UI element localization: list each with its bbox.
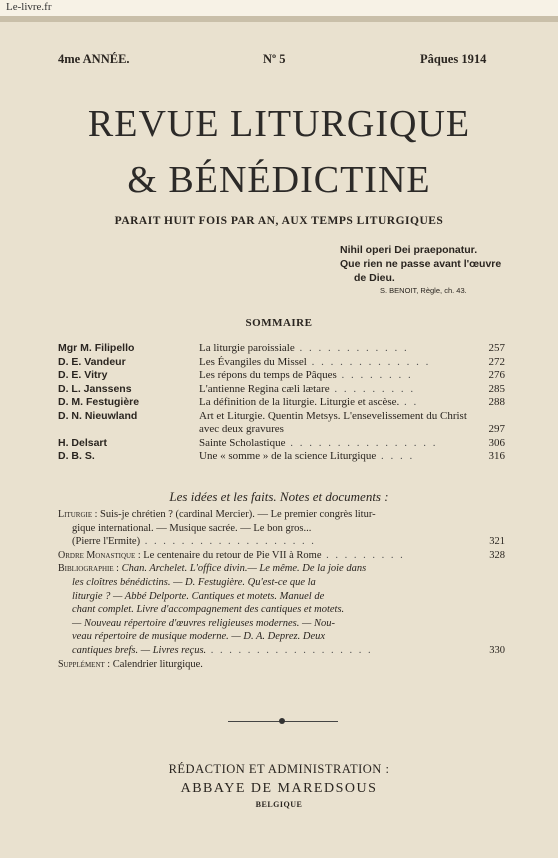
footer-country: BELGIQUE <box>255 800 303 809</box>
notes-page: 330 <box>489 644 505 656</box>
motto-line: Nihil operi Dei praeponatur. <box>340 244 478 256</box>
motto <box>340 243 510 285</box>
toc-row <box>58 437 505 451</box>
issue-date: Pâques 1914 <box>420 52 487 66</box>
toc-title: La liturgie paroissiale . . . . . . . . . . . . <box>199 342 409 354</box>
toc-title: Les répons du temps de Pâques . . . . . . . . <box>199 369 413 381</box>
toc-title: Art et Liturgie. Quentin Metsys. L'ensevelissement du Christ avec deux gravures <box>199 409 467 435</box>
toc-page: 272 <box>488 355 505 368</box>
notes-label: Ordre Monastique : <box>58 549 141 561</box>
ornament-dot <box>279 718 285 724</box>
toc-author: D. E. Vitry <box>58 369 108 381</box>
notes-section <box>58 508 505 671</box>
toc-row <box>58 369 505 383</box>
issue-year: 4me ANNÉE. <box>58 52 130 66</box>
issue-number: Nº 5 <box>263 52 286 66</box>
toc-row <box>58 396 505 410</box>
notes-label: Supplément : <box>58 658 111 670</box>
toc-page: 297 <box>488 423 505 435</box>
toc-author: D. E. Vandeur <box>58 355 126 368</box>
journal-title-line2: & BÉNÉDICTINE <box>127 159 431 201</box>
toc-page: 257 <box>488 342 505 354</box>
notes-ordre: Ordre Monastique : Le centenaire du retour de Pie VII à Rome . . . . . . . . . 328 <box>58 549 505 561</box>
toc-page: 316 <box>488 450 505 462</box>
notes-page: 328 <box>489 549 505 561</box>
toc-page: 288 <box>488 396 505 408</box>
banner-text: Le-livre.fr <box>6 1 52 13</box>
journal-title-line1: REVUE LITURGIQUE <box>87 103 471 145</box>
toc-author: D. N. Nieuwland <box>58 409 138 422</box>
toc-author: D. L. Janssens <box>58 382 132 395</box>
toc-page: 306 <box>488 436 505 449</box>
notes-supplement: Supplément : Calendrier liturgique. <box>58 658 203 670</box>
banner-divider <box>0 16 558 22</box>
toc-title: L'antienne Regina cæli lætare . . . . . . . . . <box>199 382 416 395</box>
sommaire-title: SOMMAIRE <box>245 317 313 329</box>
notes-biblio: Bibliographie : Chan. Archelet. L'office divin.— Le même. De la joie dans les cloîtres bénédictins. — D. Festugière. Qu'est-ce que la liturgie ? — Abbé Delporte. Cantiques et motets. Manuel de chant complet. Livre d'accompagnement des cantiques et motets. — Nouveau répertoire d'œuvres religieuses modernes. — Nou- veau répertoire de musique moderne. — D. A. Deprez. Deux cantiques brefs. — Livres reçus. . . . . . . . . . . . . . . . . . . 330 <box>58 563 505 656</box>
toc-author: D. B. S. <box>58 450 95 462</box>
motto-source: S. BENOIT, Règle, ch. 43. <box>380 286 467 295</box>
motto-line: de Dieu. <box>354 272 395 284</box>
notes-label: Bibliographie : <box>58 563 119 575</box>
toc-title: Les Évangiles du Missel . . . . . . . . . . . . . <box>199 355 431 368</box>
toc-author: D. M. Festugière <box>58 396 140 408</box>
toc-author: H. Delsart <box>58 436 108 449</box>
toc-row <box>58 342 505 356</box>
toc-page: 285 <box>488 382 505 395</box>
footer-redaction: RÉDACTION ET ADMINISTRATION : <box>168 762 390 776</box>
toc-author: Mgr M. Filipello <box>58 342 135 354</box>
notes-page: 321 <box>489 536 505 548</box>
notes-liturgie: Liturgie : Suis-je chrétien ? (cardinal Mercier). — Le premier congrès litur- gique international. — Musique sacrée. — Le bon gros... (Pierre l'Ermite) . . . . . . . . . . . . . . . . . . . 321 <box>58 509 505 548</box>
journal-subtitle: PARAIT HUIT FOIS PAR AN, AUX TEMPS LITURGIQUES <box>114 215 444 227</box>
toc-title: Une « somme » de la science Liturgique . . . . <box>199 450 415 462</box>
toc-title: Sainte Scholastique . . . . . . . . . . . . . . . . <box>199 436 438 449</box>
toc-title: La définition de la liturgie. Liturgie et ascèse. . . <box>199 396 419 408</box>
toc-row <box>58 410 505 437</box>
footer-abbaye: ABBAYE DE MAREDSOUS <box>180 781 378 796</box>
toc-row <box>58 383 505 397</box>
toc-page: 276 <box>488 369 505 381</box>
motto-line: Que rien ne passe avant l'œuvre <box>340 258 502 270</box>
section-heading: Les idées et les faits. Notes et documents : <box>169 489 389 504</box>
notes-label: Liturgie : <box>58 509 98 520</box>
toc-row <box>58 356 505 370</box>
site-banner <box>0 0 558 16</box>
table-of-contents <box>58 342 505 464</box>
toc-row <box>58 450 505 464</box>
